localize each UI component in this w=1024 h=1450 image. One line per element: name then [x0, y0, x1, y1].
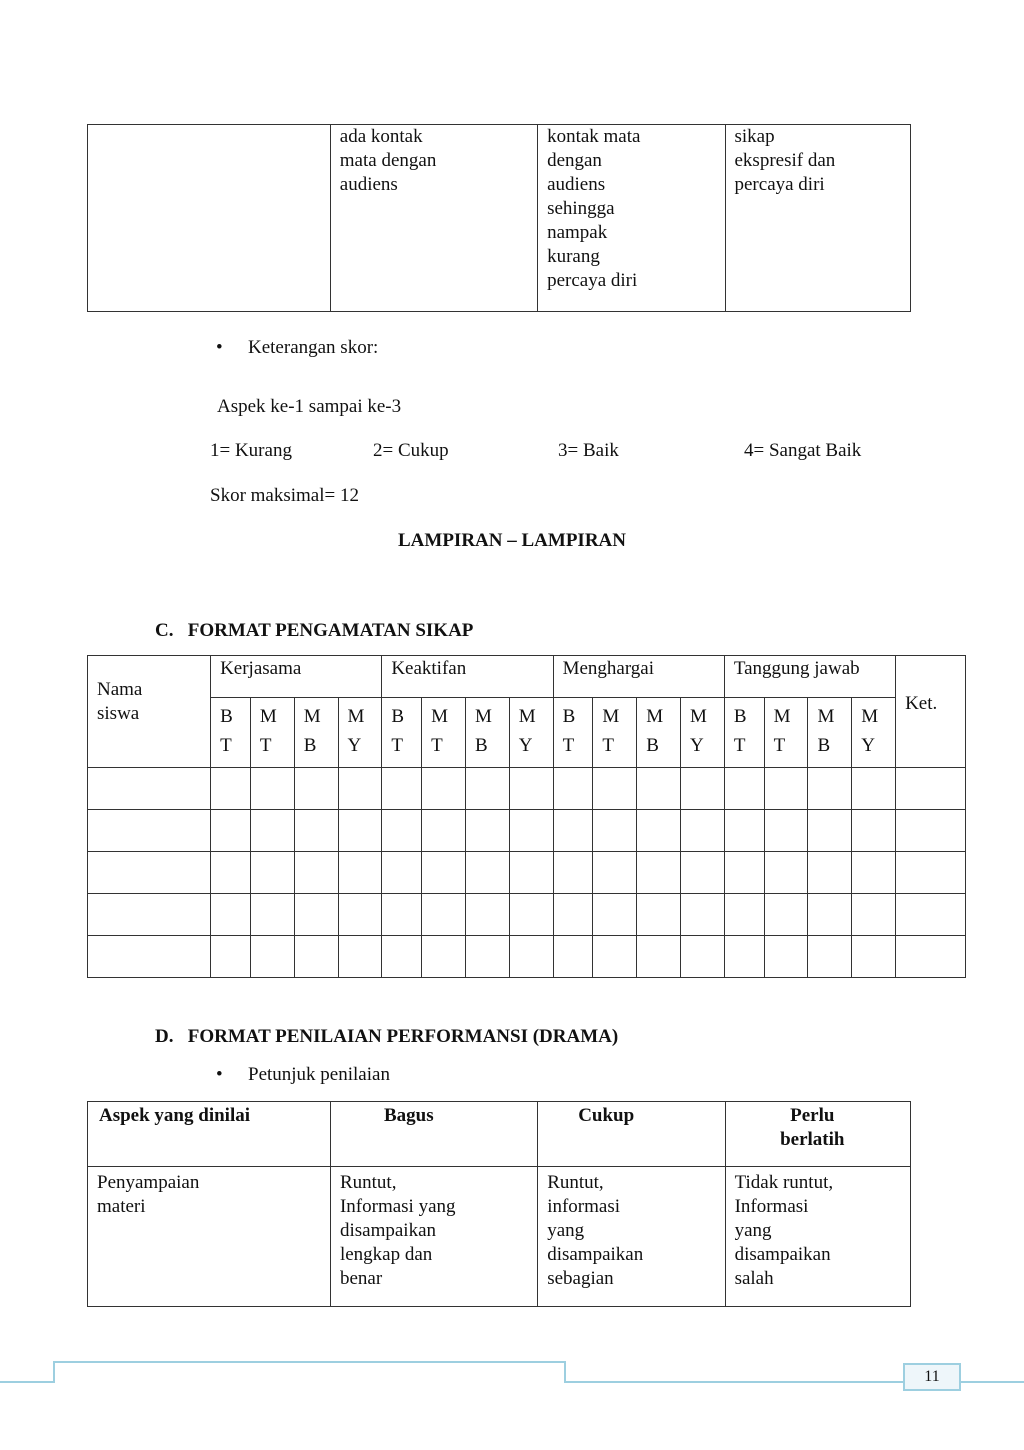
empty-cell [637, 852, 681, 894]
row-bagus-cell: Runtut, Informasi yang disampaikan lengkap dan benar [330, 1167, 537, 1307]
empty-cell [338, 810, 382, 852]
empty-cell [896, 810, 966, 852]
empty-cell [294, 936, 338, 978]
empty-cell [338, 936, 382, 978]
header-bagus: Bagus [330, 1102, 537, 1167]
empty-cell [681, 936, 725, 978]
header-aspek: Aspek yang dinilai [88, 1102, 331, 1167]
group-header-menghargai: Menghargai [553, 656, 724, 698]
empty-cell [422, 936, 466, 978]
section-d-heading: D. FORMAT PENILAIAN PERFORMANSI (DRAMA) [155, 1026, 619, 1047]
empty-cell [852, 852, 896, 894]
empty-cell [724, 768, 764, 810]
empty-cell [553, 852, 593, 894]
empty-cell [808, 810, 852, 852]
group-header-kerjasama: Kerjasama [211, 656, 382, 698]
sub-header-mt: M T [422, 698, 466, 768]
footer-bracket-right [564, 1361, 566, 1383]
empty-cell [250, 894, 294, 936]
sub-header-bt: B T [724, 698, 764, 768]
empty-cell [681, 810, 725, 852]
empty-cell [465, 768, 509, 810]
empty-cell [382, 852, 422, 894]
empty-cell [338, 852, 382, 894]
rubric-cell: ada kontak mata dengan audiens [330, 125, 537, 312]
sub-header-mb: M B [637, 698, 681, 768]
footer-bracket-left [53, 1361, 55, 1383]
skor-maksimal-text: Skor maksimal= 12 [210, 485, 359, 506]
empty-cell [808, 936, 852, 978]
sub-header-bt: B T [211, 698, 251, 768]
empty-cell [211, 810, 251, 852]
empty-cell [808, 852, 852, 894]
empty-cell [593, 852, 637, 894]
empty-cell [637, 894, 681, 936]
empty-cell [88, 810, 211, 852]
empty-cell [724, 810, 764, 852]
empty-cell [422, 810, 466, 852]
empty-cell [509, 768, 553, 810]
group-header-keaktifan: Keaktifan [382, 656, 553, 698]
empty-student-row [88, 852, 966, 894]
empty-cell [250, 852, 294, 894]
empty-cell [338, 894, 382, 936]
empty-cell [896, 894, 966, 936]
sub-header-my: M Y [681, 698, 725, 768]
lampiran-title: LAMPIRAN – LAMPIRAN [398, 530, 626, 551]
empty-cell [553, 894, 593, 936]
empty-cell [553, 768, 593, 810]
sub-header-bt: B T [382, 698, 422, 768]
row-perlu-berlatih-cell: Tidak runtut, Informasi yang disampaikan salah [725, 1167, 910, 1307]
footer-line-right [958, 1381, 1024, 1383]
footer-line-left [0, 1381, 54, 1383]
empty-cell [465, 810, 509, 852]
empty-cell [764, 936, 808, 978]
empty-cell [382, 936, 422, 978]
empty-cell [764, 894, 808, 936]
empty-cell [593, 768, 637, 810]
empty-cell [294, 768, 338, 810]
footer-bracket-top [53, 1361, 566, 1363]
aspek-range-text: Aspek ke-1 sampai ke-3 [217, 396, 402, 417]
petunjuk-penilaian-label: Petunjuk penilaian [248, 1064, 390, 1085]
empty-cell [465, 852, 509, 894]
empty-student-row [88, 768, 966, 810]
empty-cell [211, 894, 251, 936]
rubric-table-continued [87, 124, 911, 312]
empty-cell [681, 768, 725, 810]
empty-cell [88, 936, 211, 978]
empty-cell [465, 936, 509, 978]
empty-cell [382, 768, 422, 810]
sub-header-my: M Y [338, 698, 382, 768]
keterangan-skor-label: Keterangan skor: [248, 337, 379, 358]
empty-cell [764, 810, 808, 852]
empty-cell [294, 810, 338, 852]
empty-cell [852, 768, 896, 810]
score-level-1: 1= Kurang [210, 440, 292, 461]
empty-cell [593, 810, 637, 852]
group-header-tanggung-jawab: Tanggung jawab [724, 656, 895, 698]
ket-header: Ket. [896, 656, 966, 768]
empty-student-row [88, 810, 966, 852]
empty-cell [637, 936, 681, 978]
empty-cell [764, 768, 808, 810]
section-c-heading: C. FORMAT PENGAMATAN SIKAP [155, 620, 474, 641]
rubric-cell: sikap ekspresif dan percaya diri [725, 125, 911, 312]
empty-cell [88, 894, 211, 936]
empty-cell [422, 768, 466, 810]
empty-cell [553, 936, 593, 978]
row-cukup-cell: Runtut, informasi yang disampaikan sebagian [538, 1167, 725, 1307]
empty-cell [88, 852, 211, 894]
page-number: 11 [903, 1363, 961, 1391]
score-level-2: 2= Cukup [373, 440, 449, 461]
empty-cell [637, 810, 681, 852]
empty-cell [250, 768, 294, 810]
empty-cell [896, 852, 966, 894]
empty-cell [724, 852, 764, 894]
empty-cell [211, 768, 251, 810]
sub-header-mb: M B [808, 698, 852, 768]
bullet-dot: • [216, 1064, 223, 1085]
sub-header-my: M Y [509, 698, 553, 768]
empty-cell [382, 894, 422, 936]
sub-header-my: M Y [852, 698, 896, 768]
sub-header-mt: M T [250, 698, 294, 768]
empty-cell [509, 810, 553, 852]
bullet-dot: • [216, 337, 223, 358]
empty-cell [382, 810, 422, 852]
empty-cell [681, 852, 725, 894]
empty-cell [852, 810, 896, 852]
sub-header-mt: M T [593, 698, 637, 768]
row-aspek-cell: Penyampaian materi [88, 1167, 331, 1307]
empty-student-row [88, 936, 966, 978]
empty-cell [338, 768, 382, 810]
empty-cell [509, 852, 553, 894]
empty-cell [896, 936, 966, 978]
penilaian-performansi-table [87, 1101, 911, 1307]
empty-cell [211, 852, 251, 894]
score-level-4: 4= Sangat Baik [744, 440, 862, 461]
empty-cell [88, 768, 211, 810]
empty-student-row [88, 894, 966, 936]
footer-line-mid [564, 1381, 904, 1383]
nama-siswa-header: Nama siswa [88, 656, 211, 768]
empty-cell [422, 852, 466, 894]
empty-cell [509, 936, 553, 978]
empty-cell [896, 768, 966, 810]
sub-header-mb: M B [294, 698, 338, 768]
empty-cell [637, 768, 681, 810]
empty-rows [88, 768, 966, 978]
empty-cell [808, 768, 852, 810]
empty-cell [465, 894, 509, 936]
empty-cell [294, 894, 338, 936]
rubric-cell [88, 125, 331, 312]
empty-cell [764, 852, 808, 894]
empty-cell [593, 936, 637, 978]
sub-header-mt: M T [764, 698, 808, 768]
empty-cell [724, 936, 764, 978]
empty-cell [250, 810, 294, 852]
empty-cell [553, 810, 593, 852]
empty-cell [852, 894, 896, 936]
pengamatan-sikap-table [87, 655, 966, 978]
empty-cell [250, 936, 294, 978]
header-cukup: Cukup [538, 1102, 725, 1167]
empty-cell [294, 852, 338, 894]
empty-cell [852, 936, 896, 978]
empty-cell [422, 894, 466, 936]
score-level-3: 3= Baik [558, 440, 619, 461]
rubric-cell: kontak mata dengan audiens sehingga nampak kurang percaya diri [538, 125, 725, 312]
empty-cell [509, 894, 553, 936]
header-perlu-berlatih: Perlu berlatih [725, 1102, 910, 1167]
empty-cell [211, 936, 251, 978]
empty-cell [724, 894, 764, 936]
sub-header-mb: M B [465, 698, 509, 768]
sub-header-bt: B T [553, 698, 593, 768]
empty-cell [593, 894, 637, 936]
empty-cell [808, 894, 852, 936]
empty-cell [681, 894, 725, 936]
